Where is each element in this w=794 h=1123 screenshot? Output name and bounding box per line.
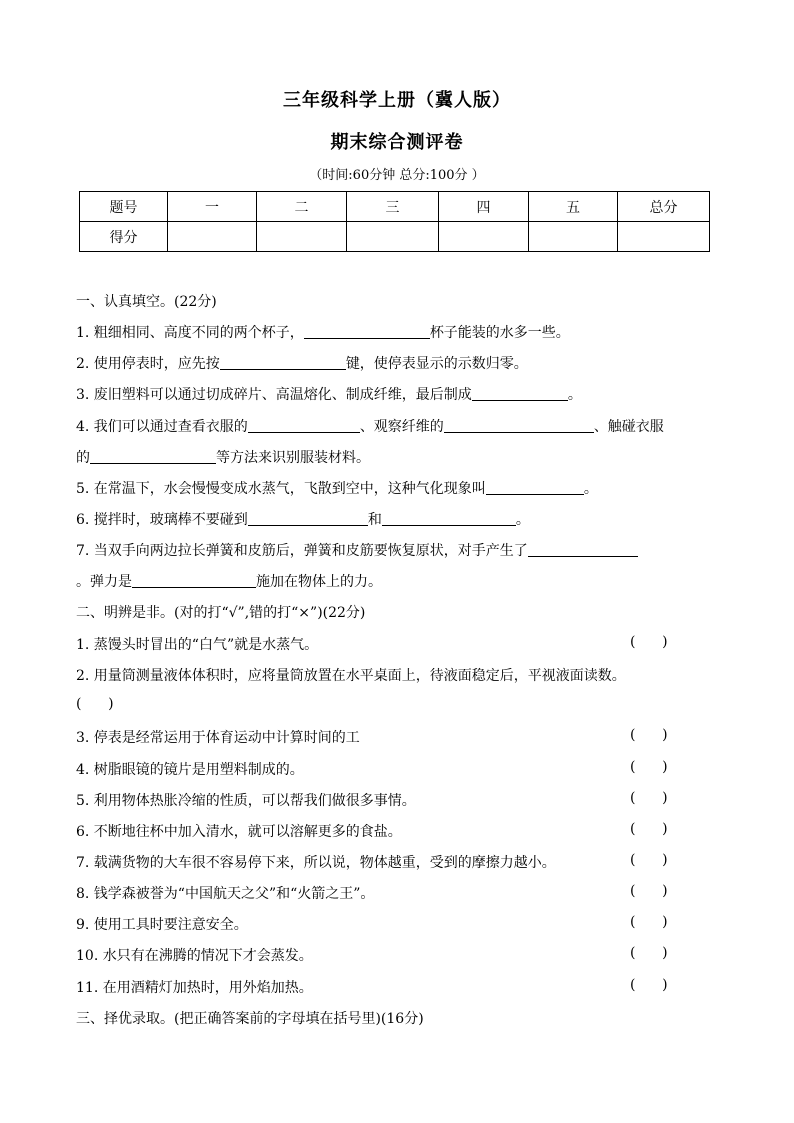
judge-item: 1. 蒸馒头时冒出的“白气”就是水蒸气。 bbox=[76, 637, 319, 653]
question-text: 。 bbox=[583, 481, 598, 497]
question-4-cont bbox=[76, 447, 370, 467]
judge-item: 7. 载满货物的大车很不容易停下来，所以说，物体越重，受到的摩擦力越小。 bbox=[76, 855, 556, 871]
question-text: 2. 使用停表时，应先按 bbox=[76, 356, 220, 372]
table-cell: 二 bbox=[257, 192, 347, 222]
exam-title: 三年级科学上册（冀人版） bbox=[283, 90, 511, 111]
question-text: 杯子能装的水多一些。 bbox=[429, 325, 570, 341]
question-text: 4. 我们可以通过查看衣服的 bbox=[76, 419, 248, 435]
question-text: 1. 粗细相同、高度不同的两个杯子， bbox=[76, 325, 304, 341]
table-cell: 三 bbox=[347, 192, 439, 222]
answer-blank[interactable] bbox=[132, 572, 256, 588]
question-text: 等方法来识别服装材料。 bbox=[216, 450, 370, 466]
question-text: 键，使停表显示的示数归零。 bbox=[345, 356, 528, 372]
answer-blank[interactable] bbox=[444, 417, 594, 433]
answer-paren[interactable]: ( ) bbox=[630, 759, 668, 775]
score-table bbox=[79, 191, 710, 252]
answer-paren[interactable]: ( ) bbox=[630, 883, 668, 899]
judge-item: 3. 停表是经常运用于体育运动中计算时间的工 bbox=[76, 730, 360, 746]
answer-paren[interactable]: ( ) bbox=[630, 790, 668, 806]
table-cell: 五 bbox=[529, 192, 618, 222]
question-3 bbox=[76, 384, 582, 404]
score-cell[interactable] bbox=[529, 222, 618, 252]
exam-subtitle-title: 期末综合测评卷 bbox=[330, 132, 464, 153]
answer-blank[interactable] bbox=[248, 417, 360, 433]
judge-item: 9. 使用工具时要注意安全。 bbox=[76, 917, 248, 933]
question-text: 。弹力是 bbox=[76, 574, 132, 590]
question-text: 5. 在常温下，水会慢慢变成水蒸气，飞散到空中，这种气化现象叫 bbox=[76, 481, 486, 497]
section-heading: 二、明辨是非。(对的打“√”,错的打“×”)(22分) bbox=[76, 605, 366, 621]
answer-paren[interactable]: ( ) bbox=[76, 696, 114, 712]
question-text: 。 bbox=[567, 387, 582, 403]
table-cell: 得分 bbox=[80, 222, 168, 252]
table-cell: 一 bbox=[168, 192, 257, 222]
answer-blank[interactable] bbox=[528, 541, 638, 557]
judge-item: 10. 水只有在沸腾的情况下才会蒸发。 bbox=[76, 948, 313, 964]
answer-paren[interactable]: ( ) bbox=[630, 821, 668, 837]
answer-blank[interactable] bbox=[248, 510, 368, 526]
question-4 bbox=[76, 416, 664, 436]
question-7-cont-overlay bbox=[76, 571, 382, 591]
score-cell[interactable] bbox=[168, 222, 257, 252]
answer-blank[interactable] bbox=[304, 323, 430, 339]
question-6 bbox=[76, 509, 530, 529]
score-cell[interactable] bbox=[439, 222, 529, 252]
section-heading: 三、择优录取。(把正确答案前的字母填在括号里)(16分) bbox=[76, 1011, 424, 1027]
judge-item: 6. 不断地往杯中加入清水，就可以溶解更多的食盐。 bbox=[76, 824, 402, 840]
table-cell: 四 bbox=[439, 192, 529, 222]
answer-paren[interactable]: ( ) bbox=[630, 727, 668, 743]
question-text: 的 bbox=[76, 450, 90, 466]
table-cell: 题号 bbox=[80, 192, 168, 222]
answer-blank[interactable] bbox=[90, 448, 216, 464]
question-text: 6. 搅拌时，玻璃棒不要碰到 bbox=[76, 512, 248, 528]
judge-item: 5. 利用物体热胀冷缩的性质，可以帮我们做很多事情。 bbox=[76, 793, 416, 809]
question-2 bbox=[76, 353, 528, 373]
score-cell[interactable] bbox=[257, 222, 347, 252]
judge-item: 2. 用量筒测量液体体积时，应将量筒放置在水平桌面上，待液面稳定后，平视液面读数。 bbox=[76, 668, 626, 684]
question-text: 和 bbox=[367, 512, 382, 528]
question-7 bbox=[76, 540, 638, 560]
answer-paren[interactable]: ( ) bbox=[630, 977, 668, 993]
answer-paren[interactable]: ( ) bbox=[630, 852, 668, 868]
answer-paren[interactable]: ( ) bbox=[630, 634, 668, 650]
question-1 bbox=[76, 322, 570, 342]
answer-blank[interactable] bbox=[486, 479, 584, 495]
judge-item: 11. 在用酒精灯加热时，用外焰加热。 bbox=[76, 980, 313, 996]
answer-blank[interactable] bbox=[472, 385, 568, 401]
answer-paren[interactable]: ( ) bbox=[630, 945, 668, 961]
answer-blank[interactable] bbox=[382, 510, 516, 526]
exam-time-score: （时间:60分钟 总分:100分 ） bbox=[309, 168, 485, 183]
question-5 bbox=[76, 478, 598, 498]
question-text: 、触碰衣服 bbox=[593, 419, 664, 435]
score-table-score-row bbox=[80, 222, 710, 252]
judge-item: 8. 钱学森被誉为“中国航天之父”和“火箭之王”。 bbox=[76, 886, 375, 902]
score-cell[interactable] bbox=[347, 222, 439, 252]
question-text: 。 bbox=[515, 512, 530, 528]
section-heading: 一、认真填空。(22分) bbox=[76, 294, 217, 310]
judge-item: 4. 树脂眼镜的镜片是用塑料制成的。 bbox=[76, 762, 304, 778]
answer-blank[interactable] bbox=[220, 354, 346, 370]
question-text: 施加在物体上的力。 bbox=[256, 574, 382, 590]
score-cell[interactable] bbox=[618, 222, 710, 252]
answer-paren[interactable]: ( ) bbox=[630, 914, 668, 930]
score-table-header-row bbox=[80, 192, 710, 222]
table-cell: 总分 bbox=[618, 192, 710, 222]
question-text: 、观察纤维的 bbox=[359, 419, 444, 435]
question-text: 3. 废旧塑料可以通过切成碎片、高温熔化、制成纤维，最后制成 bbox=[76, 387, 472, 403]
question-text: 7. 当双手向两边拉长弹簧和皮筋后，弹簧和皮筋要恢复原状，对手产生了 bbox=[76, 543, 528, 559]
